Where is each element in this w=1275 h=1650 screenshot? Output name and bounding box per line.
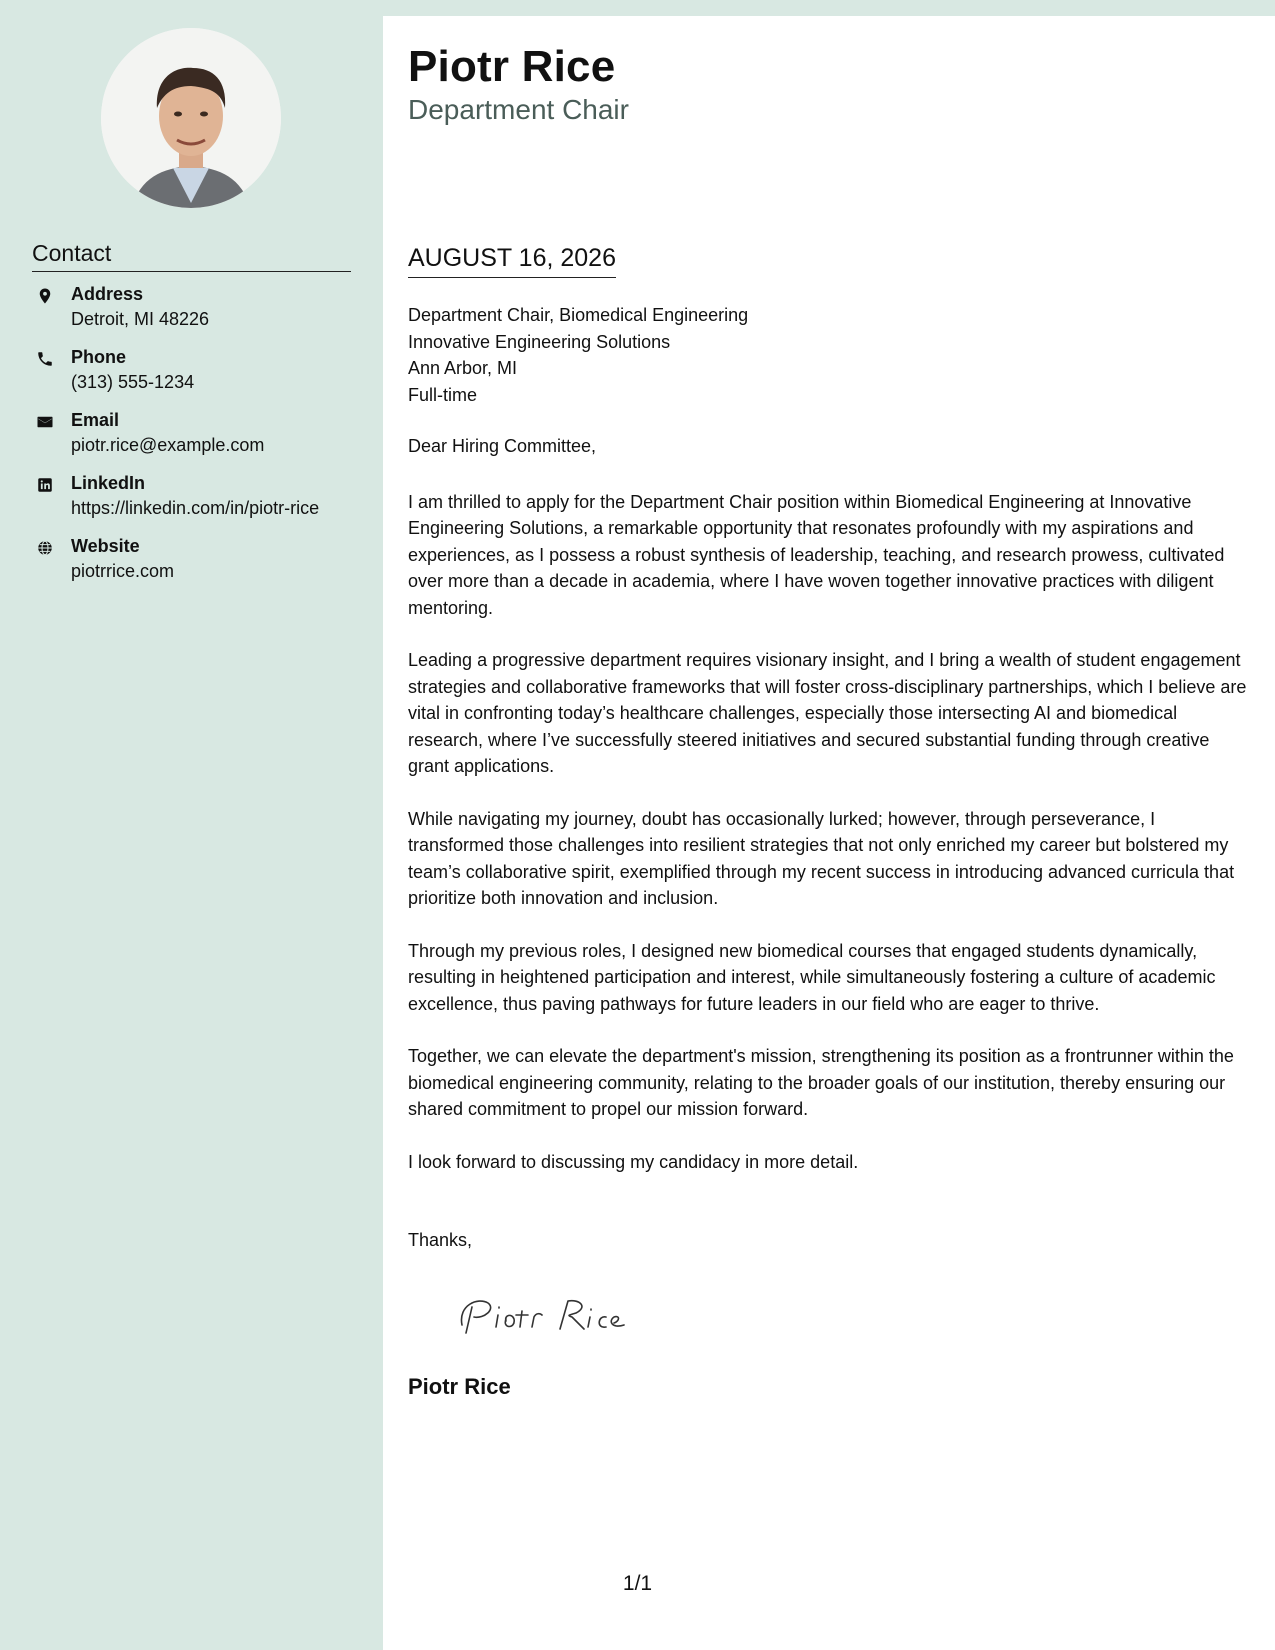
contact-label: Website xyxy=(71,536,140,556)
job-title: Department Chair xyxy=(408,94,629,125)
linkedin-icon xyxy=(36,476,54,494)
body-paragraph: I look forward to discussing my candidacy in more detail. xyxy=(408,1152,859,1173)
contact-label: Address xyxy=(71,284,144,304)
phone-icon xyxy=(36,350,54,368)
avatar xyxy=(101,28,281,208)
body-paragraph: Through my previous roles, I designed new biomedical courses that engaged students dynamically, resulting in heightened participation and interest, while simultaneously fostering a culture of academic excellence, thus paving pathways for future leaders in our field who are eager to thrive. xyxy=(408,940,1216,1014)
contact-item-linkedin xyxy=(32,473,362,536)
contact-item-website xyxy=(32,536,362,599)
profile-photo xyxy=(101,28,281,208)
applicant-name: Piotr Rice xyxy=(408,42,616,91)
recipient-line: Full-time xyxy=(408,384,478,405)
body-paragraph: While navigating my journey, doubt has occasionally lurked; however, through perseverance, I transformed those challenges into resilient strategies that not only enriched my career but bolstered my team’s collaborative spirit, exemplified through my recent success in introducing advanced curricula that prioritize both innovation and inclusion. xyxy=(408,808,1235,909)
body-paragraph: Leading a progressive department requires visionary insight, and I bring a wealth of student engagement strategies and collaborative frameworks that will foster cross-disciplinary partnerships, which I believe are vital in confronting today’s healthcare challenges, especially those intersecting AI and biomedical research, where I’ve successfully steered initiatives and secured substantial funding through creative grant applications. xyxy=(408,650,1247,777)
recipient-line: Department Chair, Biomedical Engineering xyxy=(408,305,749,325)
contact-item-address xyxy=(32,284,362,347)
contact-value: piotr.rice@example.com xyxy=(71,435,265,455)
body-paragraph: Together, we can elevate the department's mission, strengthening its position as a frontrunner within the biomedical engineering community, relating to the broader goals of our institution, thereby ensuring our shared commitment to propel our mission forward. xyxy=(408,1046,1234,1120)
contact-heading: Contact xyxy=(32,240,351,272)
letter-date: AUGUST 16, 2026 xyxy=(408,244,616,278)
map-pin-icon xyxy=(36,287,54,305)
recipient-line: Ann Arbor, MI xyxy=(408,358,518,378)
signature xyxy=(448,1285,638,1345)
contact-label: Phone xyxy=(71,347,127,367)
salutation: Dear Hiring Committee, xyxy=(408,436,597,456)
contact-label: LinkedIn xyxy=(71,473,146,493)
contact-value: (313) 555-1234 xyxy=(71,372,195,392)
body-paragraph: I am thrilled to apply for the Department Chair position within Biomedical Engineering at Innovative Engineering Solutions, a remarkable opportunity that resonates profoundly with my aspirations and experiences, as I possess a robust synthesis of leadership, teaching, and research prowess, cultivated over more than a decade in academia, where I have woven together innovative practices with diligent mentoring. xyxy=(408,492,1225,618)
recipient-block xyxy=(408,302,748,408)
contact-value: Detroit, MI 48226 xyxy=(71,309,210,329)
contact-value[interactable]: piotrrice.com xyxy=(71,561,175,581)
closing: Thanks, xyxy=(408,1230,473,1250)
globe-icon xyxy=(36,539,54,557)
contact-item-phone xyxy=(32,347,362,410)
contact-list xyxy=(32,284,362,599)
letter-body xyxy=(408,489,1248,1202)
contact-label: Email xyxy=(71,410,120,430)
contact-item-email xyxy=(32,410,362,473)
envelope-icon xyxy=(36,413,54,431)
recipient-line: Innovative Engineering Solutions xyxy=(408,331,671,352)
contact-value[interactable]: https://linkedin.com/in/piotr-rice xyxy=(71,498,320,518)
signer-name: Piotr Rice xyxy=(408,1374,511,1399)
page-number: 1/1 xyxy=(622,1572,653,1595)
sidebar xyxy=(0,0,383,1650)
